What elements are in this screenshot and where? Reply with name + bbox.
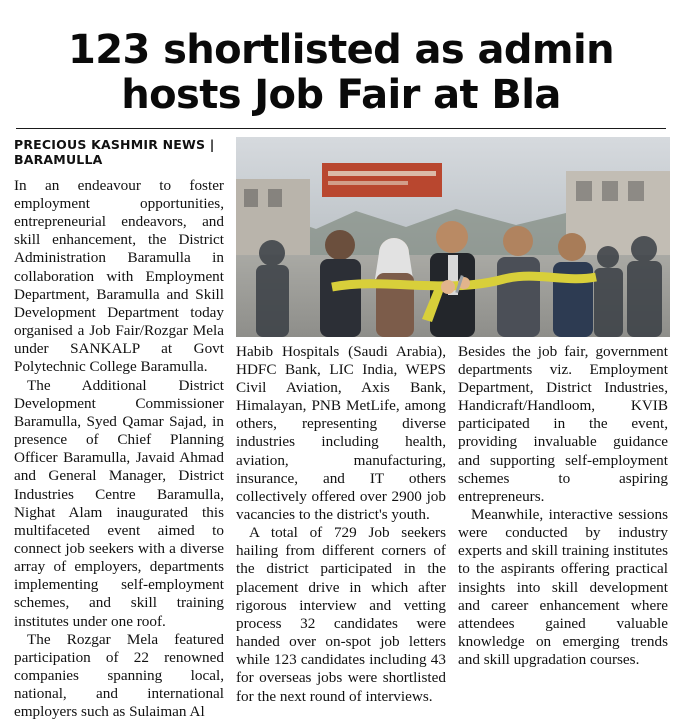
header-divider — [16, 128, 666, 129]
article-column-1 — [14, 137, 224, 722]
article-right-block — [236, 137, 670, 706]
ribbon-cutting-ceremony-photo — [236, 137, 670, 337]
byline-source: PRECIOUS KASHMIR NEWS | — [14, 136, 215, 152]
paragraph: Besides the job fair, government departments viz. Employment Department, District Industries, Handicraft/Handloom, KVIB participated in the event, providing invaluable guidance and supporting self-employment schemes to aspiring entrepreneurs. — [458, 342, 668, 505]
article-column-2 — [236, 343, 446, 706]
paragraph: In an endeavour to foster employment opportunities, entrepreneurial endeavors, and skill enhancement, the District Administration Baramulla in collaboration with Employment Department, Baramulla and Skill Development Department today organised a Job Fair/Rozgar Mela under SANKALP at Govt Polytechnic College Baramulla. — [14, 176, 224, 376]
paragraph: A total of 729 Job seekers hailing from different corners of the district participated in the placement drive in which after rigorous interview and vetting process 32 candidates were handed over on-spot job letters while 123 candidates including 43 for overseas jobs were shortlisted for the next round of interviews. — [236, 524, 446, 705]
paragraph: Habib Hospitals (Saudi Arabia), HDFC Bank, LIC India, WEPS Civil Aviation, Axis Bank, Himalayan, PNB MetLife, among others, representing diverse industries including health, aviation, manufacturing, insurance, and IT others collectively offered over 2900 job vacancies to the district's youth. — [236, 342, 446, 523]
article-photo — [236, 137, 670, 337]
article-body — [14, 137, 668, 722]
page-title: 123 shortlisted as admin hosts Job Fair at Bla — [68, 27, 614, 118]
byline-place: BARAMULLA — [14, 152, 103, 168]
paragraph: The Rozgar Mela featured participation of 22 renowned companies spanning local, national, and international employers such as Sulaiman Al — [14, 630, 224, 721]
paragraph: The Additional District Development Commissioner Baramulla, Syed Qamar Sajad, in presence of Chief Planning Officer Baramulla, Javaid Ahmad and General Manager, District Industries Centre Baramulla, Nighat Alam inaugurated this multifaceted event aimed to connect job seekers with a diverse array of employers, departments implementing self-employment schemes, and skill training institutes under one roof. — [14, 376, 224, 630]
byline — [14, 137, 224, 168]
article-column-3 — [458, 343, 668, 706]
article-lower-columns — [236, 343, 670, 706]
paragraph: Meanwhile, interactive sessions were conducted by industry experts and skill training institutes to the aspirants offering practical insights into skill development and career enhancement where attendees gained valuable knowledge on emerging trends and skill upgradation courses. — [458, 506, 668, 669]
